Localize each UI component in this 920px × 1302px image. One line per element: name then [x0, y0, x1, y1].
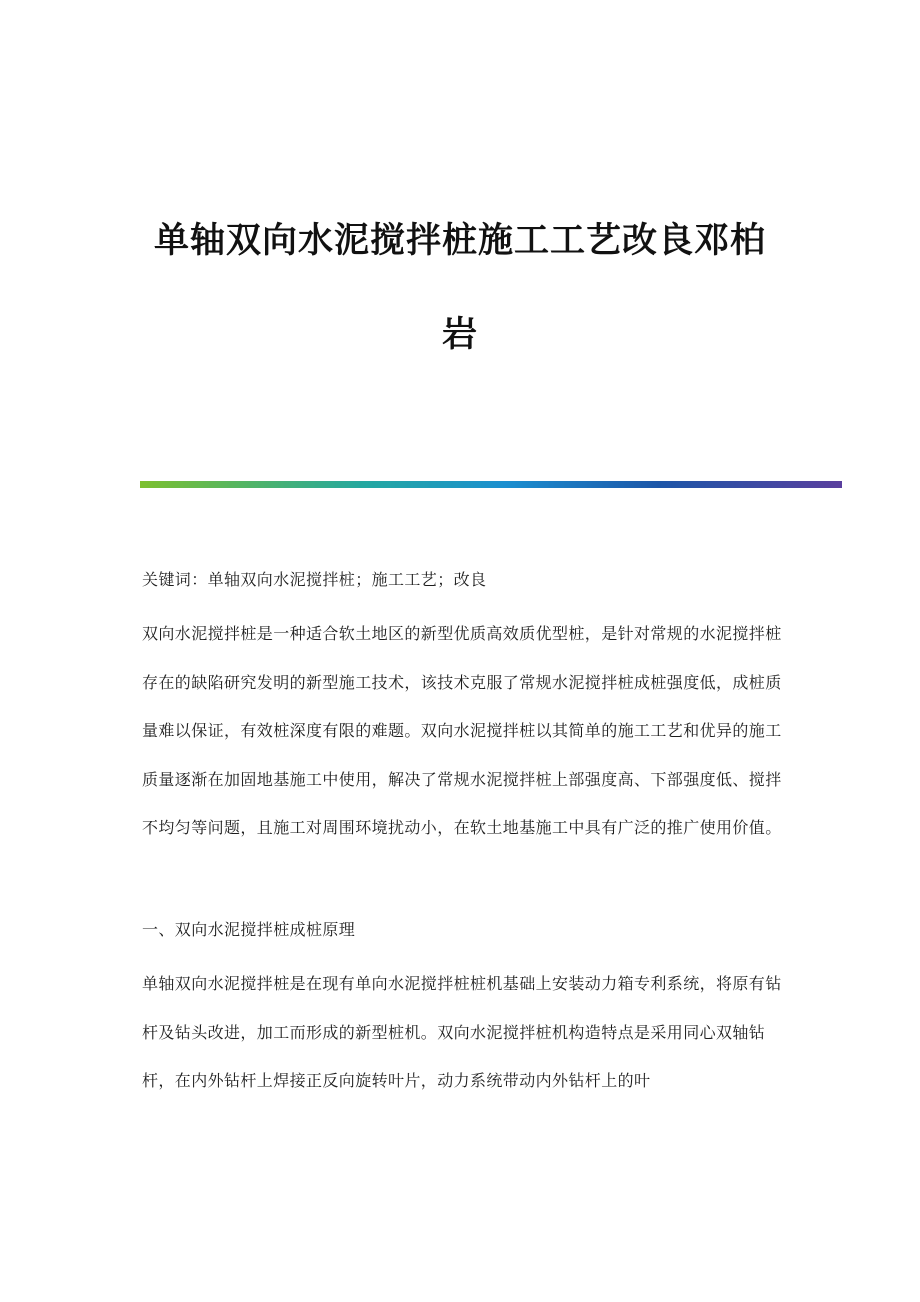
- document-title-line-1: 单轴双向水泥搅拌桩施工工艺改良邓柏: [153, 221, 766, 261]
- principle-paragraph: 单轴双向水泥搅拌桩是在现有单向水泥搅拌桩桩机基础上安装动力箱专利系统，将原有钻杆及钻头改进，加工而形成的新型桩机。双向水泥搅拌桩机构造特点是采用同心双轴钻杆，在内外钻杆上焊接正反向旋转叶片，动力系统带动内外钻杆上的叶: [142, 974, 782, 1090]
- section-heading: 一、双向水泥搅拌桩成桩原理: [142, 920, 356, 939]
- gradient-divider: [140, 481, 842, 488]
- document-title-line-2: 岩: [441, 315, 478, 355]
- keywords-line: 关键词：单轴双向水泥搅拌桩；施工工艺；改良: [142, 570, 487, 589]
- intro-paragraph: 双向水泥搅拌桩是一种适合软土地区的新型优质高效质优型桩，是针对常规的水泥搅拌桩存在的缺陷研究发明的新型施工技术，该技术克服了常规水泥搅拌桩成桩强度低，成桩质量难以保证，有效桩深度有限的难题。双向水泥搅拌桩以其简单的施工工艺和优异的施工质量逐渐在加固地基施工中使用，解决了常规水泥搅拌桩上部强度高、下部强度低、搅拌不均匀等问题，且施工对周围环境扰动小，在软土地基施工中具有广泛的推广使用价值。: [142, 624, 782, 837]
